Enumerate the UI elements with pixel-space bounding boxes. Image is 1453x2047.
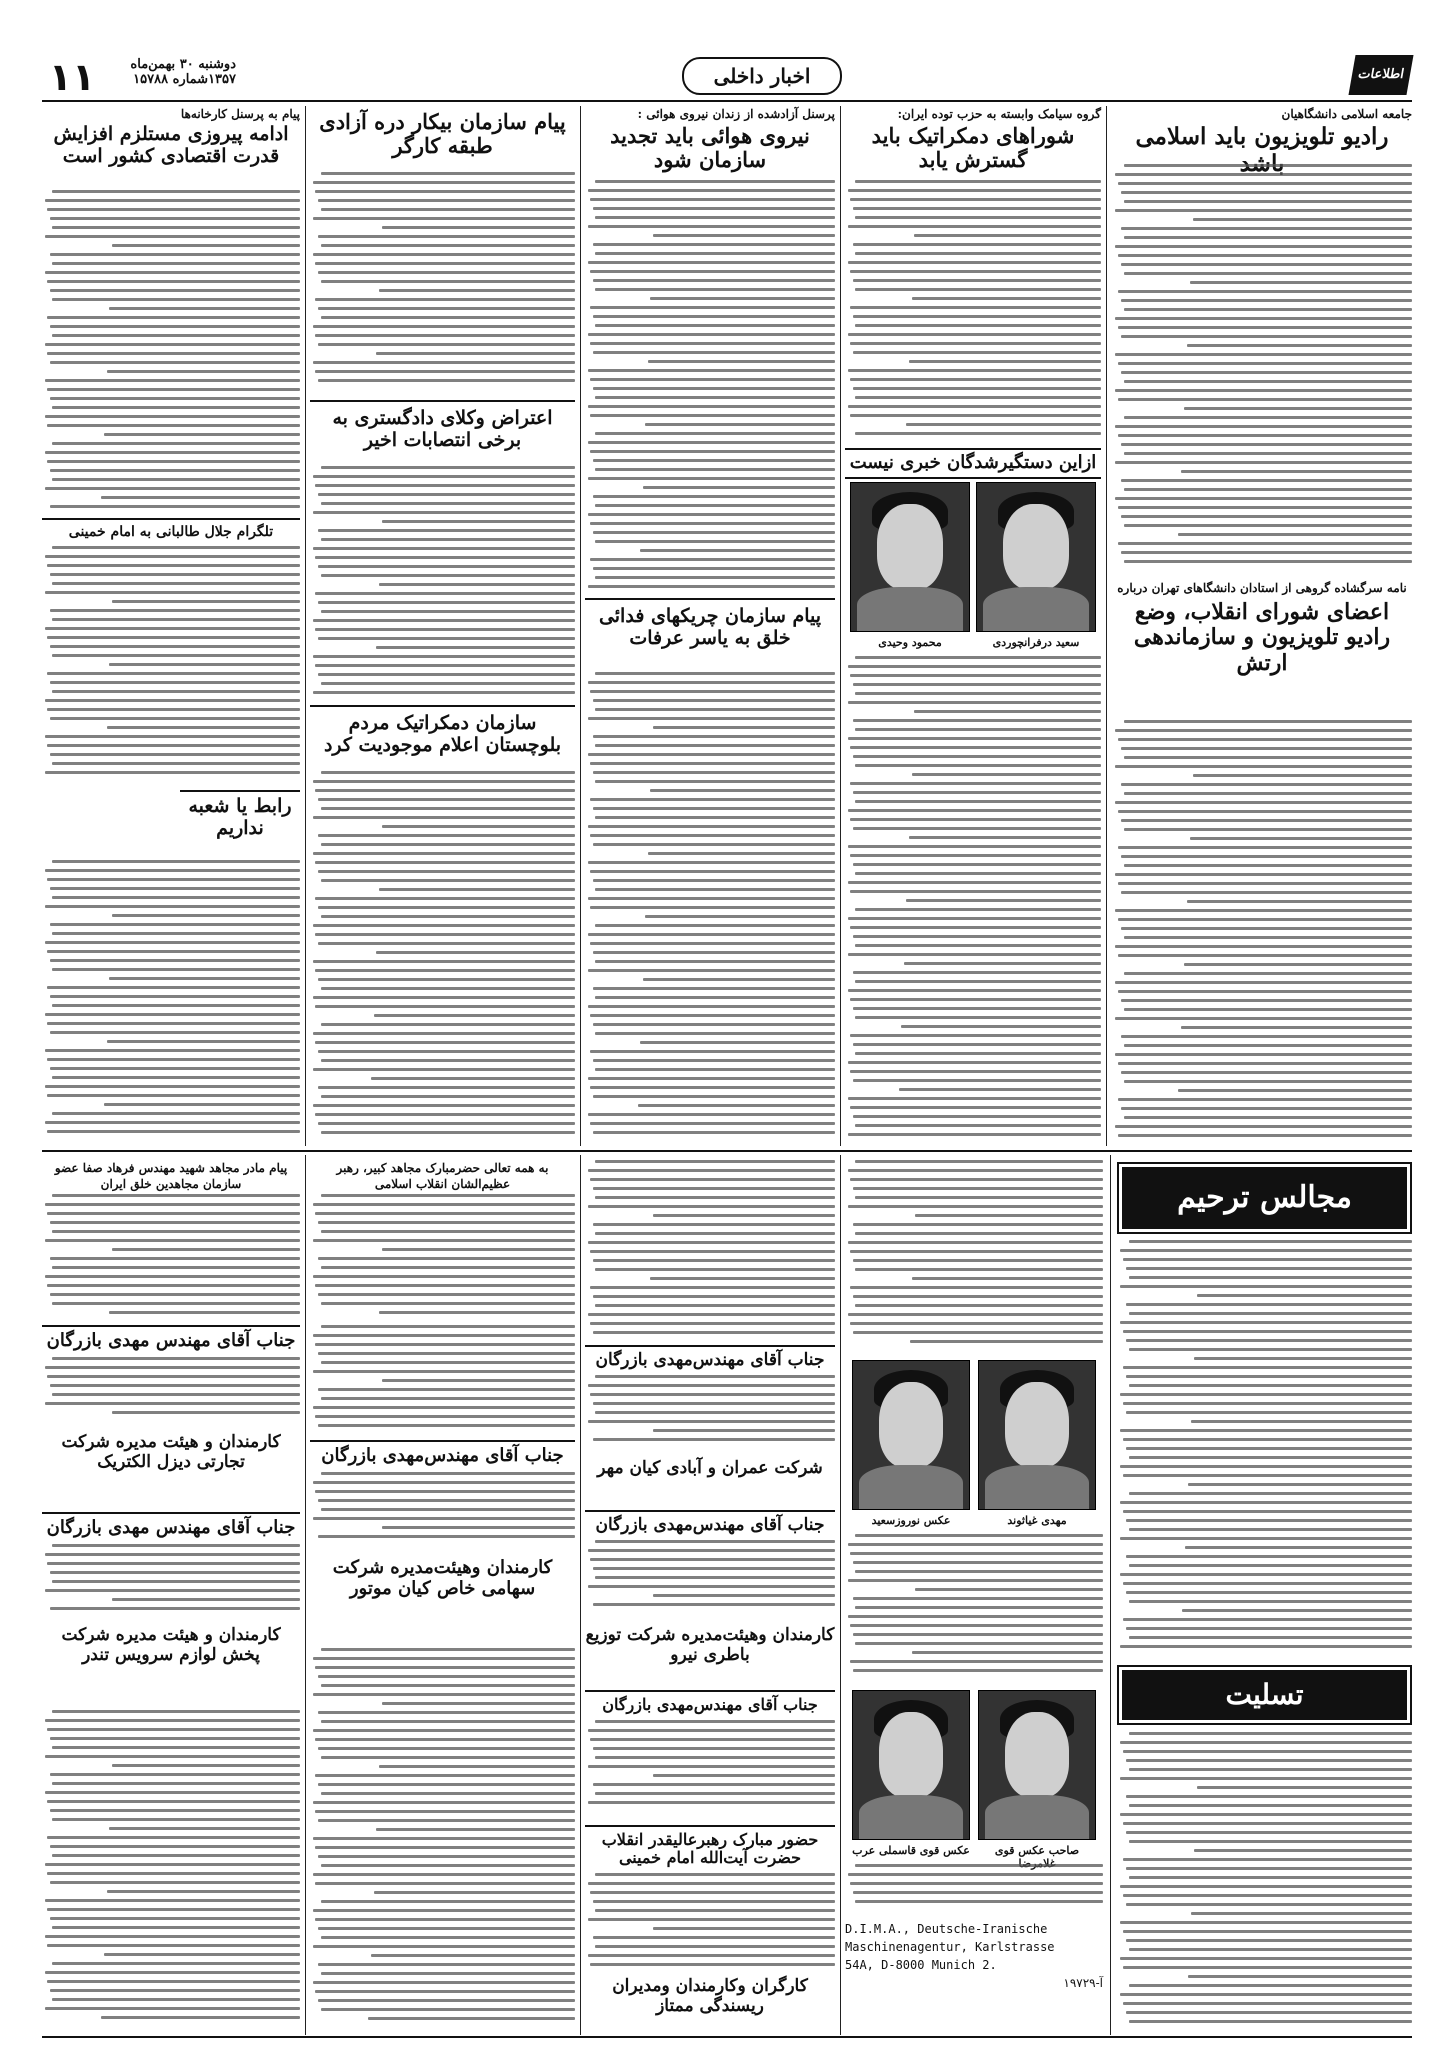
article-body (310, 466, 575, 700)
article-body (42, 190, 300, 516)
article-body (42, 1194, 300, 1320)
column-divider (580, 106, 581, 1146)
ad-headline: جناب آقای مهندس‌مهدی بازرگان (585, 1345, 835, 1371)
dima-code: ۱۹۷۲۹-آ (1063, 1976, 1103, 1990)
mourning-notices (1117, 1240, 1412, 1660)
martyr-caption-3: صاحب عکس قوی (994, 1844, 1080, 1857)
article-councils (845, 106, 1101, 446)
article-iran-fighters (310, 1160, 575, 1320)
ad-bazargan-3 (310, 1440, 575, 1640)
ad-body (585, 1873, 835, 1973)
missing-caption-1: سعید درفرانچوردی (992, 636, 1080, 649)
article-headline: رابط یا شعبه نداریم (180, 790, 300, 840)
martyrs-notice-bottom (845, 1864, 1103, 1914)
ad-bazargan-6 (585, 1690, 835, 1820)
missing-caption-2: محمود وحیدی (878, 636, 942, 649)
ad-body (42, 1357, 300, 1427)
article-body (42, 546, 300, 788)
ad-body (585, 1540, 835, 1620)
ad-signature: کارمندان و هیئت مدیره شرکت پخش لوازم سرویس تندر (61, 1625, 281, 1665)
article-body (310, 1194, 575, 1320)
article-kicker: پرسنل آزادشده از زندان نیروی هوائی : (637, 107, 835, 121)
article-talabani-telegram (42, 518, 300, 788)
ad-bazargan-5 (585, 1510, 835, 1710)
article-professors-letter (1112, 580, 1412, 1145)
column-divider (840, 1155, 841, 2035)
ad-signature: کارمندان و هیئت مدیره شرکت تجارتی دیزل الکتریک (61, 1432, 281, 1472)
martyr-caption-1: مهدی غیاثوند (1007, 1514, 1067, 1527)
section-title: اخبار داخلی (713, 64, 811, 88)
ad-headline: جناب آقای مهندس مهدی بازرگان (42, 1325, 300, 1352)
article-baluch (310, 705, 575, 1145)
article-headline: شوراهای دمکراتیک باید گسترش یابد (871, 123, 1075, 173)
page-number: ۱۱ (48, 55, 96, 99)
column-divider (305, 106, 306, 1146)
martyr-photo-3 (978, 1690, 1096, 1840)
ad-body (310, 1472, 575, 1552)
article-kicker: نامه سرگشاده گروهی از استادان دانشگاهای تهران درباره (1117, 581, 1407, 595)
section-rule (42, 1150, 1412, 1152)
column-divider (305, 1155, 306, 2035)
congrats-notices-top (585, 1160, 835, 1340)
article-body (1112, 720, 1412, 1145)
section-title-box (682, 57, 842, 95)
article-headline: پیام مادر مجاهد شهید مهندس فرهاد صفا عضو سازمان مجاهدین خلق ایران (54, 1161, 288, 1192)
article-headline: پیام سازمان بیکار دره آزادی طبقه کارگر (319, 109, 566, 159)
article-body (42, 860, 300, 1146)
martyrs-notice-mid (845, 1534, 1103, 1684)
martyr-photo-2 (852, 1360, 970, 1510)
article-kicker: پیام به پرسنل کارخانه‌ها (180, 107, 300, 121)
article-peykar (310, 106, 575, 396)
martyr-caption-4: عکس قوی قاسملی عرب (852, 1844, 970, 1857)
logo-text: اطلاعات (1356, 67, 1406, 82)
ad-body (42, 1544, 300, 1620)
taslit-box (1117, 1665, 1412, 1725)
ad-headline: جناب آقای مهندس‌مهدی بازرگان (310, 1440, 575, 1467)
majles-tarhim-box (1117, 1162, 1412, 1234)
congrats-notices-mid (310, 1325, 575, 1435)
ad-body (585, 1375, 835, 1455)
article-body (845, 180, 1101, 446)
article-body (310, 172, 575, 396)
article-body (585, 180, 835, 596)
ad-bazargan-1 (42, 1325, 300, 1505)
column-divider (1110, 1155, 1111, 2035)
martyr-photo-4 (852, 1690, 970, 1840)
article-headline: اعتراض وکلای دادگستری به برخی انتصابات اخیر (310, 400, 575, 452)
ad-signature: کارمندان وهیئت‌مدیره شرکت سهامی خاص کیان موتور (332, 1557, 553, 1599)
congrats-notices-bottom (310, 1648, 575, 2033)
congrats-notices-left (42, 1710, 300, 2032)
ad-khomeini (585, 1825, 835, 2035)
article-kicker: گروه سیامک وابسته به حزب توده ایران: (897, 107, 1101, 121)
page-bottom-rule (42, 2036, 1412, 2038)
missing-person-photo-2 (850, 482, 970, 632)
article-headline: سازمان دمکراتیک مردم بلوچستان اعلام موجودیت کرد (310, 705, 575, 757)
missing-article-body (845, 656, 1101, 1146)
article-body (310, 771, 575, 1145)
ad-signature: شرکت عمران و آبادی کیان مهر (597, 1458, 823, 1478)
article-no-branch (42, 790, 300, 1146)
issue-date (106, 57, 236, 97)
martyr-caption-2: عکس نوروزسعید (871, 1514, 951, 1527)
article-headline: پیام سازمان چریکهای فدائی خلق به یاسر عرفات (585, 598, 835, 650)
dima-line-1: D.I.M.A., Deutsche-Iranische (845, 1922, 1048, 1936)
martyr-photo-1 (978, 1360, 1096, 1510)
issue-date-line-1: دوشنبه ۳۰ بهمن‌ماه (130, 57, 236, 72)
ad-bazargan-2 (42, 1512, 300, 1702)
ad-signature: کارمندان وهیئت‌مدیره شرکت توزیع باطری نیرو (585, 1625, 835, 1665)
missing-person-photo-1 (976, 482, 1096, 632)
issue-date-line-2: ۱۳۵۷شماره ۱۵۷۸۸ (133, 72, 236, 87)
ad-headline: جناب آقای مهندس مهدی بازرگان (42, 1512, 300, 1539)
column-divider (840, 106, 841, 1146)
dima-line-3: 54A, D-8000 Munich 2. (845, 1958, 997, 1972)
ad-body (585, 1720, 835, 1815)
article-headline: تلگرام جلال طالبانی به امام خمینی (42, 518, 300, 540)
masthead (42, 55, 1412, 99)
newspaper-logo (1348, 55, 1413, 95)
article-headline: نیروی هوائی باید تجدید سازمان شود (610, 123, 810, 173)
majles-tarhim-banner: مجالس ترحیم (1122, 1167, 1407, 1229)
article-martyr-mother (42, 1160, 300, 1320)
article-headline: ادامه پیروزی مستلزم افزایش قدرت اقتصادی کشور است (53, 123, 289, 168)
article-headline: رادیو تلویزیون باید اسلامی (1135, 123, 1389, 151)
dima-line-2: Maschinenagentur, Karlstrasse (845, 1940, 1055, 1954)
article-factory-message (42, 106, 300, 516)
column-divider (580, 1155, 581, 2035)
ad-signature: کارگران وکارمندان ومدیران ریسندگی ممتاز (612, 1976, 808, 2016)
taslit-banner: تسلیت (1122, 1670, 1407, 1720)
article-airforce (585, 106, 835, 596)
masthead-rule (42, 100, 1412, 102)
ad-bazargan-4 (585, 1345, 835, 1505)
martyrs-notice-top (845, 1160, 1103, 1350)
condolence-notices (1117, 1732, 1412, 2032)
article-headline: ازاین دستگیرشدگان خبری نیست (845, 448, 1101, 479)
article-lawyers-protest (310, 400, 575, 700)
article-kicker: جامعه اسلامی دانشگاهیان (1281, 107, 1412, 121)
article-body (1112, 164, 1412, 574)
dima-address (845, 1920, 1103, 2032)
article-headline: اعضای شورای انقلاب، وضع رادیو تلویزیون و سازماندهی ارتش (1133, 599, 1391, 676)
ad-headline: حضور مبارک رهبرعالیقدر انقلاب حضرت آیت‌الله امام خمینی (585, 1825, 835, 1868)
article-body (585, 672, 835, 1146)
article-headline: به همه تعالی حضرمبارک مجاهد کبیر، رهبر عظیم‌الشان انقلاب اسلامی (336, 1161, 549, 1192)
column-divider (1106, 106, 1107, 1146)
ad-headline: جناب آقای مهندس‌مهدی بازرگان (585, 1690, 835, 1714)
article-rtv-islamic (1112, 106, 1412, 576)
article-fedai-message (585, 598, 835, 1146)
ad-headline: جناب آقای مهندس‌مهدی بازرگان (585, 1510, 835, 1536)
